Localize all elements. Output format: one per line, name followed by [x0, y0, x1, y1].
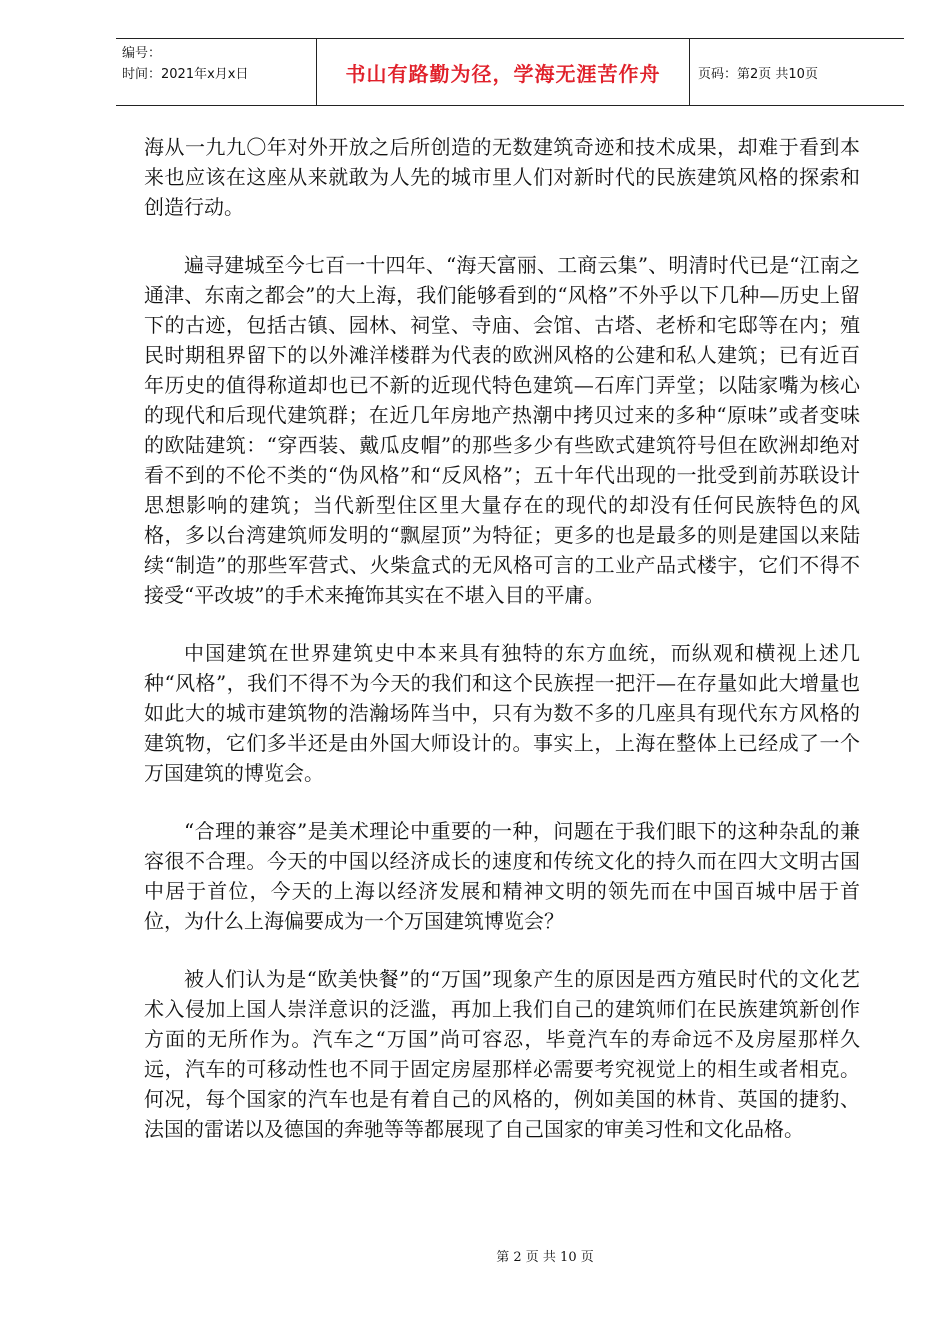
header-meta	[116, 39, 316, 105]
header-page-cell	[690, 39, 904, 105]
document-number-label: 编号：	[122, 46, 162, 61]
body-paragraph: 中国建筑在世界建筑史中本来具有独特的东方血统，而纵观和横视上述几种“风格”，我们不得不为今天的我们和这个民族捏一把汗—在存量如此大增量也如此大的城市建筑物的浩瀚场阵当中，只有为数不多的几座具有现代东方风格的建筑物，它们多半还是由外国大师设计的。事实上，上海在整体上已经成了一个万国建筑的博览会。	[144, 641, 860, 785]
body-paragraph: 遍寻建城至今七百一十四年、“海天富丽、工商云集”、明清时代已是“江南之通津、东南之都会”的大上海，我们能够看到的“风格”不外乎以下几种—历史上留下的古迹，包括古镇、园林、祠堂、寺庙、会馆、古塔、老桥和宅邸等在内；殖民时期租界留下的以外滩洋楼群为代表的欧洲风格的公建和私人建筑；已有近百年历史的值得称道却也已不新的近现代特色建筑—石库门弄堂；以陆家嘴为核心的现代和后现代建筑群；在近几年房地产热潮中拷贝过来的多种“原味”或者变味的欧陆建筑：“穿西装、戴瓜皮帽”的那些多少有些欧式建筑符号但在欧洲却绝对看不到的不伦不类的“伪风格”和“反风格”；五十年代出现的一批受到前苏联设计思想影响的建筑；当代新型住区里大量存在的现代的却没有任何民族特色的风格，多以台湾建筑师发明的“飘屋顶”为特征；更多的也是最多的则是建国以来陆续“制造”的那些军营式、火柴盒式的无风格可言的工业产品式楼宇，它们不得不接受“平改坡”的手术来掩饰其实在不堪入目的平庸。	[144, 253, 860, 607]
header-motto: 书山有路勤为径，学海无涯苦作舟	[345, 61, 661, 86]
header-page-label: 页码：第2页 共10页	[698, 66, 818, 82]
document-time-label: 时间：2021年x月x日	[122, 67, 249, 82]
page-footer: 第 2 页 共 10 页	[496, 1250, 594, 1265]
document-body	[144, 132, 860, 1172]
body-paragraph: 海从一九九〇年对外开放之后所创造的无数建筑奇迹和技术成果，却难于看到本来也应该在这座从来就敢为人先的城市里人们对新时代的民族建筑风格的探索和创造行动。	[144, 135, 860, 219]
page-header	[116, 38, 904, 106]
body-paragraph: “合理的兼容”是美术理论中重要的一种，问题在于我们眼下的这种杂乱的兼容很不合理。今天的中国以经济成长的速度和传统文化的持久而在四大文明古国中居于首位，今天的上海以经济发展和精神文明的领先而在中国百城中居于首位，为什么上海偏要成为一个万国建筑博览会？	[144, 819, 860, 933]
body-paragraph: 被人们认为是“欧美快餐”的“万国”现象产生的原因是西方殖民时代的文化艺术入侵加上国人崇洋意识的泛滥，再加上我们自己的建筑师们在民族建筑新创作方面的无所作为。汽车之“万国”尚可容忍，毕竟汽车的寿命远不及房屋那样久远，汽车的可移动性也不同于固定房屋那样必需要考究视觉上的相生或者相克。何况，每个国家的汽车也是有着自己的风格的，例如美国的林肯、英国的捷豹、法国的雷诺以及德国的奔驰等等都展现了自己国家的审美习性和文化品格。	[144, 967, 860, 1141]
header-motto-cell	[316, 39, 690, 105]
